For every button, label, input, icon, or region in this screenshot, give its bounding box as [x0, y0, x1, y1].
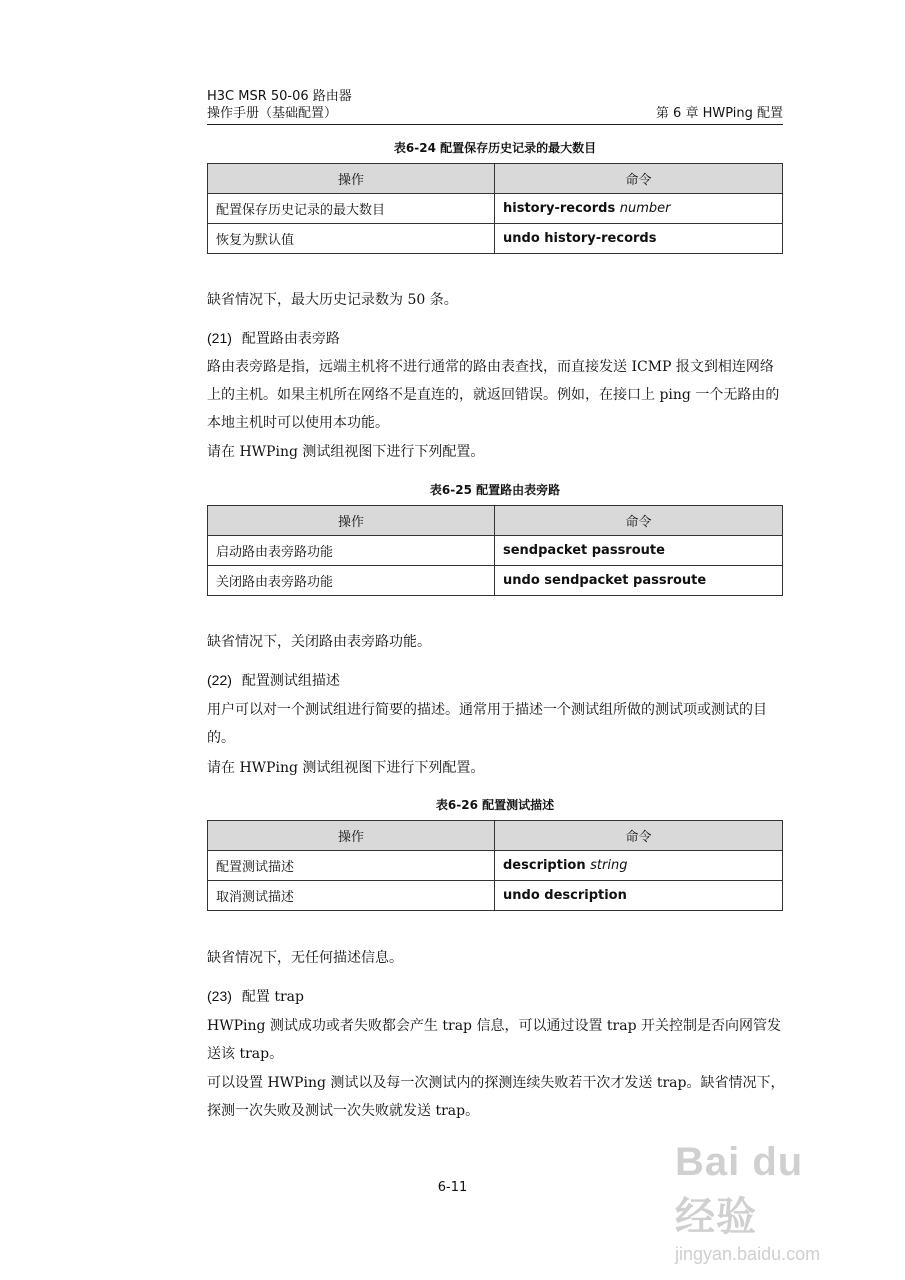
table24-caption: 表6-24 配置保存历史记录的最大数目 — [393, 141, 597, 155]
paragraph: 缺省情况下，无任何描述信息。 — [207, 950, 403, 966]
header-product: H3C MSR 50-06 路由器 — [207, 89, 352, 104]
table-row — [208, 224, 783, 254]
paragraph: 用户可以对一个测试组进行简要的描述。通常用于描述一个测试组所做的测试项或测试的目的。 — [207, 702, 767, 746]
table-header-row — [208, 506, 783, 536]
section-number: (23) — [207, 988, 232, 1004]
paragraph: 缺省情况下，最大历史记录数为 50 条。 — [207, 292, 458, 308]
table-row — [208, 536, 783, 566]
section-23 — [207, 986, 304, 1007]
paragraph: 缺省情况下，关闭路由表旁路功能。 — [207, 634, 431, 650]
cell-operation: 配置测试描述 — [208, 851, 495, 881]
col-command: 命令 — [495, 821, 783, 851]
table25 — [207, 505, 783, 596]
section-22 — [207, 670, 340, 691]
cell-operation: 关闭路由表旁路功能 — [208, 566, 495, 596]
col-operation: 操作 — [208, 821, 495, 851]
table-row — [208, 194, 783, 224]
col-operation: 操作 — [208, 164, 495, 194]
table-header-row — [208, 821, 783, 851]
paragraph: 路由表旁路是指，远端主机将不进行通常的路由表查找，而直接发送 ICMP 报文到相连网络上的主机。如果主机所在网络不是直连的，就返回错误。例如，在接口上 ping 一个无路由的本地主机时可以使用本功能。 — [207, 359, 780, 431]
command-argument: string — [590, 858, 628, 873]
section-title: 配置测试组描述 — [241, 673, 340, 689]
cell-command: sendpacket passroute — [495, 536, 783, 566]
col-command: 命令 — [495, 506, 783, 536]
col-command: 命令 — [495, 164, 783, 194]
cell-command — [495, 224, 783, 254]
section-21 — [207, 328, 340, 349]
table25-caption: 表6-25 配置路由表旁路 — [429, 483, 561, 497]
paragraph: HWPing 测试成功或者失败都会产生 trap 信息，可以通过设置 trap 开关控制是否向网管发送该 trap。 — [207, 1018, 781, 1062]
cell-command: undo sendpacket passroute — [495, 566, 783, 596]
cell-operation: 取消测试描述 — [208, 881, 495, 911]
cell-command: undo description — [495, 881, 783, 911]
header-chapter: 第 6 章 HWPing 配置 — [655, 106, 783, 121]
paragraph: 请在 HWPing 测试组视图下进行下列配置。 — [207, 444, 485, 460]
cell-command — [495, 194, 783, 224]
table24 — [207, 163, 783, 254]
col-operation: 操作 — [208, 506, 495, 536]
baidu-logo: Bai du 经验 — [675, 1140, 804, 1239]
header-divider — [207, 124, 783, 125]
section-number: (22) — [207, 672, 232, 688]
command-keyword: undo history-records — [503, 231, 657, 246]
table-row — [208, 881, 783, 911]
paragraph: 请在 HWPing 测试组视图下进行下列配置。 — [207, 760, 485, 776]
table26-caption: 表6-26 配置测试描述 — [435, 798, 555, 812]
table-row — [208, 851, 783, 881]
command-argument: number — [619, 201, 671, 216]
table-row — [208, 566, 783, 596]
page-number: 6-11 — [437, 1180, 468, 1195]
table26 — [207, 820, 783, 911]
section-title: 配置路由表旁路 — [241, 331, 340, 347]
cell-command — [495, 851, 783, 881]
cell-operation: 启动路由表旁路功能 — [208, 536, 495, 566]
cell-operation: 恢复为默认值 — [208, 224, 495, 254]
baidu-watermark — [675, 1140, 855, 1264]
command-keyword: history-records — [503, 201, 616, 216]
command-keyword: description — [503, 858, 586, 873]
section-title: 配置 trap — [241, 989, 304, 1005]
watermark-url: jingyan.baidu.com — [675, 1244, 821, 1264]
table-header-row — [208, 164, 783, 194]
paragraph: 可以设置 HWPing 测试以及每一次测试内的探测连续失败若干次才发送 trap。缺省情况下，探测一次失败及测试一次失败就发送 trap。 — [207, 1075, 785, 1119]
section-number: (21) — [207, 330, 232, 346]
header-manual: 操作手册（基础配置） — [207, 106, 338, 121]
cell-operation: 配置保存历史记录的最大数目 — [208, 194, 495, 224]
